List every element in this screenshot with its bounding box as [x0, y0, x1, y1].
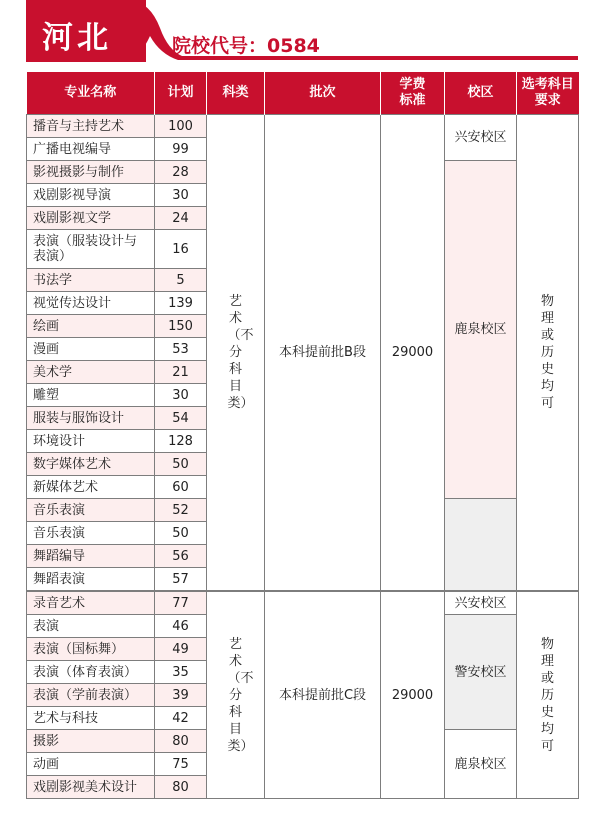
plan-count: 54	[155, 407, 207, 430]
batch-cell: 本科提前批B段	[265, 115, 381, 592]
major-name: 漫画	[27, 338, 155, 361]
plan-count: 42	[155, 707, 207, 730]
plan-count: 99	[155, 138, 207, 161]
col-header-plan: 计划	[155, 72, 207, 115]
plan-count: 50	[155, 453, 207, 476]
major-name: 录音艺术	[27, 591, 155, 615]
plan-count: 30	[155, 384, 207, 407]
major-name: 广播电视编导	[27, 138, 155, 161]
major-name: 影视摄影与制作	[27, 161, 155, 184]
plan-count: 57	[155, 568, 207, 592]
major-name: 戏剧影视美术设计	[27, 776, 155, 799]
major-name: 摄影	[27, 730, 155, 753]
plan-count: 75	[155, 753, 207, 776]
category-cell: 艺术（不分科目类）	[207, 115, 265, 592]
campus-cell: 警安校区	[445, 615, 517, 730]
major-name: 表演（服装设计与表演）	[27, 230, 155, 269]
major-name: 绘画	[27, 315, 155, 338]
plan-count: 28	[155, 161, 207, 184]
plan-count: 56	[155, 545, 207, 568]
col-header-batch: 批次	[265, 72, 381, 115]
major-name: 美术学	[27, 361, 155, 384]
plan-count: 24	[155, 207, 207, 230]
plan-count: 128	[155, 430, 207, 453]
plan-count: 50	[155, 522, 207, 545]
plan-count: 80	[155, 730, 207, 753]
major-name: 舞蹈编导	[27, 545, 155, 568]
col-header-major: 专业名称	[27, 72, 155, 115]
plan-count: 49	[155, 638, 207, 661]
school-code: 院校代号：0584	[172, 35, 320, 57]
major-name: 服装与服饰设计	[27, 407, 155, 430]
campus-cell-blank	[445, 499, 517, 592]
major-name: 戏剧影视文学	[27, 207, 155, 230]
plan-count: 35	[155, 661, 207, 684]
requirement-cell: 物理或历史均可	[517, 115, 579, 592]
tuition-cell: 29000	[381, 115, 445, 592]
plan-count: 5	[155, 269, 207, 292]
plan-count: 100	[155, 115, 207, 138]
table-row	[27, 591, 579, 615]
major-name: 戏剧影视导演	[27, 184, 155, 207]
campus-cell: 鹿泉校区	[445, 730, 517, 799]
major-name: 视觉传达设计	[27, 292, 155, 315]
col-header-category: 科类	[207, 72, 265, 115]
tuition-cell: 29000	[381, 591, 445, 799]
admission-plan-table	[26, 72, 579, 799]
requirement-cell: 物理或历史均可	[517, 591, 579, 799]
campus-cell: 鹿泉校区	[445, 161, 517, 499]
col-header-requirement: 选考科目要求	[517, 72, 579, 115]
plan-count: 60	[155, 476, 207, 499]
plan-count: 77	[155, 591, 207, 615]
major-name: 艺术与科技	[27, 707, 155, 730]
table-header-row	[27, 72, 579, 115]
plan-count: 150	[155, 315, 207, 338]
major-name: 音乐表演	[27, 499, 155, 522]
plan-count: 139	[155, 292, 207, 315]
major-name: 播音与主持艺术	[27, 115, 155, 138]
major-name: 雕塑	[27, 384, 155, 407]
major-name: 新媒体艺术	[27, 476, 155, 499]
major-name: 书法学	[27, 269, 155, 292]
col-header-tuition: 学费标准	[381, 72, 445, 115]
plan-count: 53	[155, 338, 207, 361]
major-name: 舞蹈表演	[27, 568, 155, 592]
category-cell: 艺术（不分科目类）	[207, 591, 265, 799]
plan-count: 21	[155, 361, 207, 384]
plan-count: 16	[155, 230, 207, 269]
batch-cell: 本科提前批C段	[265, 591, 381, 799]
major-name: 表演	[27, 615, 155, 638]
table-row	[27, 115, 579, 138]
plan-count: 52	[155, 499, 207, 522]
campus-cell: 兴安校区	[445, 591, 517, 615]
province-title: 河北	[42, 20, 112, 56]
major-name: 表演（体育表演）	[27, 661, 155, 684]
major-name: 动画	[27, 753, 155, 776]
plan-count: 46	[155, 615, 207, 638]
major-name: 表演（学前表演）	[27, 684, 155, 707]
plan-count: 80	[155, 776, 207, 799]
plan-count: 30	[155, 184, 207, 207]
major-name: 音乐表演	[27, 522, 155, 545]
page-header	[0, 0, 600, 72]
major-name: 环境设计	[27, 430, 155, 453]
major-name: 数字媒体艺术	[27, 453, 155, 476]
plan-count: 39	[155, 684, 207, 707]
campus-cell: 兴安校区	[445, 115, 517, 161]
col-header-campus: 校区	[445, 72, 517, 115]
major-name: 表演（国标舞）	[27, 638, 155, 661]
